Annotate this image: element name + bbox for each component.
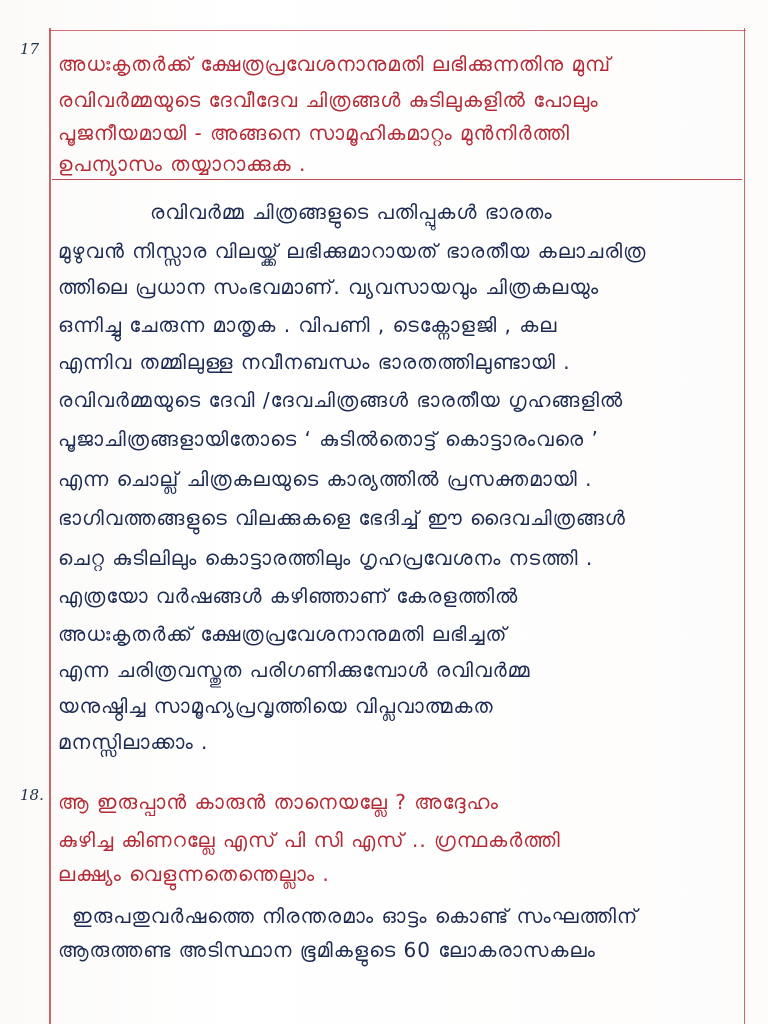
q17-intro-line-3: പൂജനീയമായി - അങ്ങനെ സാമൂഹികമാറ്റം മുൻനിർത്തി [58,121,570,145]
q17-body-line-13: എന്ന ചരിത്രവസ്തുത പരിഗണിക്കുമ്പോൾ രവിവർമ്മ [58,658,531,682]
left-margin-line [49,28,51,1024]
q17-intro-line-2: രവിവർമ്മയുടെ ദേവീദേവ ചിത്രങ്ങൾ കുടിലുകളിൽ പോലും [58,88,599,112]
right-margin-line [744,28,745,1024]
q17-body-line-1: രവിവർമ്മ ചിത്രങ്ങളുടെ പതിപ്പുകൾ ഭാരതം [150,200,553,224]
q17-body-line-9: ഭാഗിവത്തങ്ങളുടെ വിലക്കുകളെ ഭേദിച്ച് ഈ ദൈവചിത്രങ്ങൾ [58,506,626,530]
q17-body-line-6: രവിവർമ്മയുടെ ദേവി /ദേവചിത്രങ്ങൾ ഭാരതീയ ഗൃഹങ്ങളിൽ [58,388,624,412]
top-rule-line [49,30,746,31]
q18-body-line-2: ആരുത്തണ്ട അടിസ്ഥാന ഭൂമികളുടെ 60 ലോകരാസകലം [58,938,596,962]
q17-body-line-7: പൂജാചിത്രങ്ങളായിതോടെ ‘ കുടിൽതൊട്ട് കൊട്ടാരംവരെ ’ [58,427,599,451]
q17-body-line-8: എന്ന ചൊല്ല് ചിത്രകലയുടെ കാര്യത്തിൽ പ്രസക്തമായി . [58,467,593,491]
q17-body-line-10: ചെറ്റ കുടിലിലും കൊട്ടാരത്തിലും ഗൃഹപ്രവേശനം നടത്തി . [58,546,594,570]
q17-body-line-12: അധഃകൃതർക്ക് ക്ഷേത്രപ്രവേശനാനുമതി ലഭിച്ചത് [58,622,508,646]
q18-intro-line-2: കുഴിച്ച കിണറല്ലേ എസ് പി സി എസ് .. ഗ്രന്ഥകർത്തി [58,828,561,852]
q17-intro-line-1: അധഃകൃതർക്ക് ക്ഷേത്രപ്രവേശനാനുമതി ലഭിക്കുന്നതിനു മുമ്പ് [58,52,612,76]
q17-body-line-11: എത്രയോ വർഷങ്ങൾ കഴിഞ്ഞാണ് കേരളത്തിൽ [58,584,519,608]
q18-intro-line-1: ആ ഇരുപ്പാൻ കാരുൻ താനെയല്ലേ ? അദ്ദേഹം [58,790,499,814]
q17-body-line-2: മുഴുവൻ നിസ്സാര വിലയ്ക്ക് ലഭിക്കുമാറായത് ഭാരതീയ കലാചരിത്ര [58,239,647,263]
q17-body-line-3: ത്തിലെ പ്രധാന സംഭവമാണ്. വ്യവസായവും ചിത്രകലയും [58,275,600,299]
q17-body-line-14: യനുഷ്ഠിച്ച സാമൂഹ്യപ്രവൃത്തിയെ വിപ്ലവാത്മകത [58,694,494,718]
q17-body-line-15: മനസ്സിലാക്കാം . [58,730,209,754]
q17-body-line-4: ഒന്നിച്ചു ചേരുന്ന മാതൃക . വിപണി , ടെക്നോളജി , കല [58,313,558,337]
q17-intro-line-4: ഉപന്യാസം തയ്യാറാക്കുക . [58,152,307,176]
q18-intro-line-3: ലക്ഷ്യം വെളുന്നതെന്തെല്ലാം . [58,862,330,886]
q17-body-line-5: എന്നിവ തമ്മിലുള്ള നവീനബന്ധം ഭാരതത്തിലുണ്ടായി . [58,350,571,374]
question-17-number: 17 [20,40,40,58]
question-18-number: 18. [20,786,44,804]
q18-body-line-1: ഇരുപതുവർഷത്തെ നിരന്തരമാം ഓട്ടം കൊണ്ട് സംഘത്തിന് [72,904,639,928]
